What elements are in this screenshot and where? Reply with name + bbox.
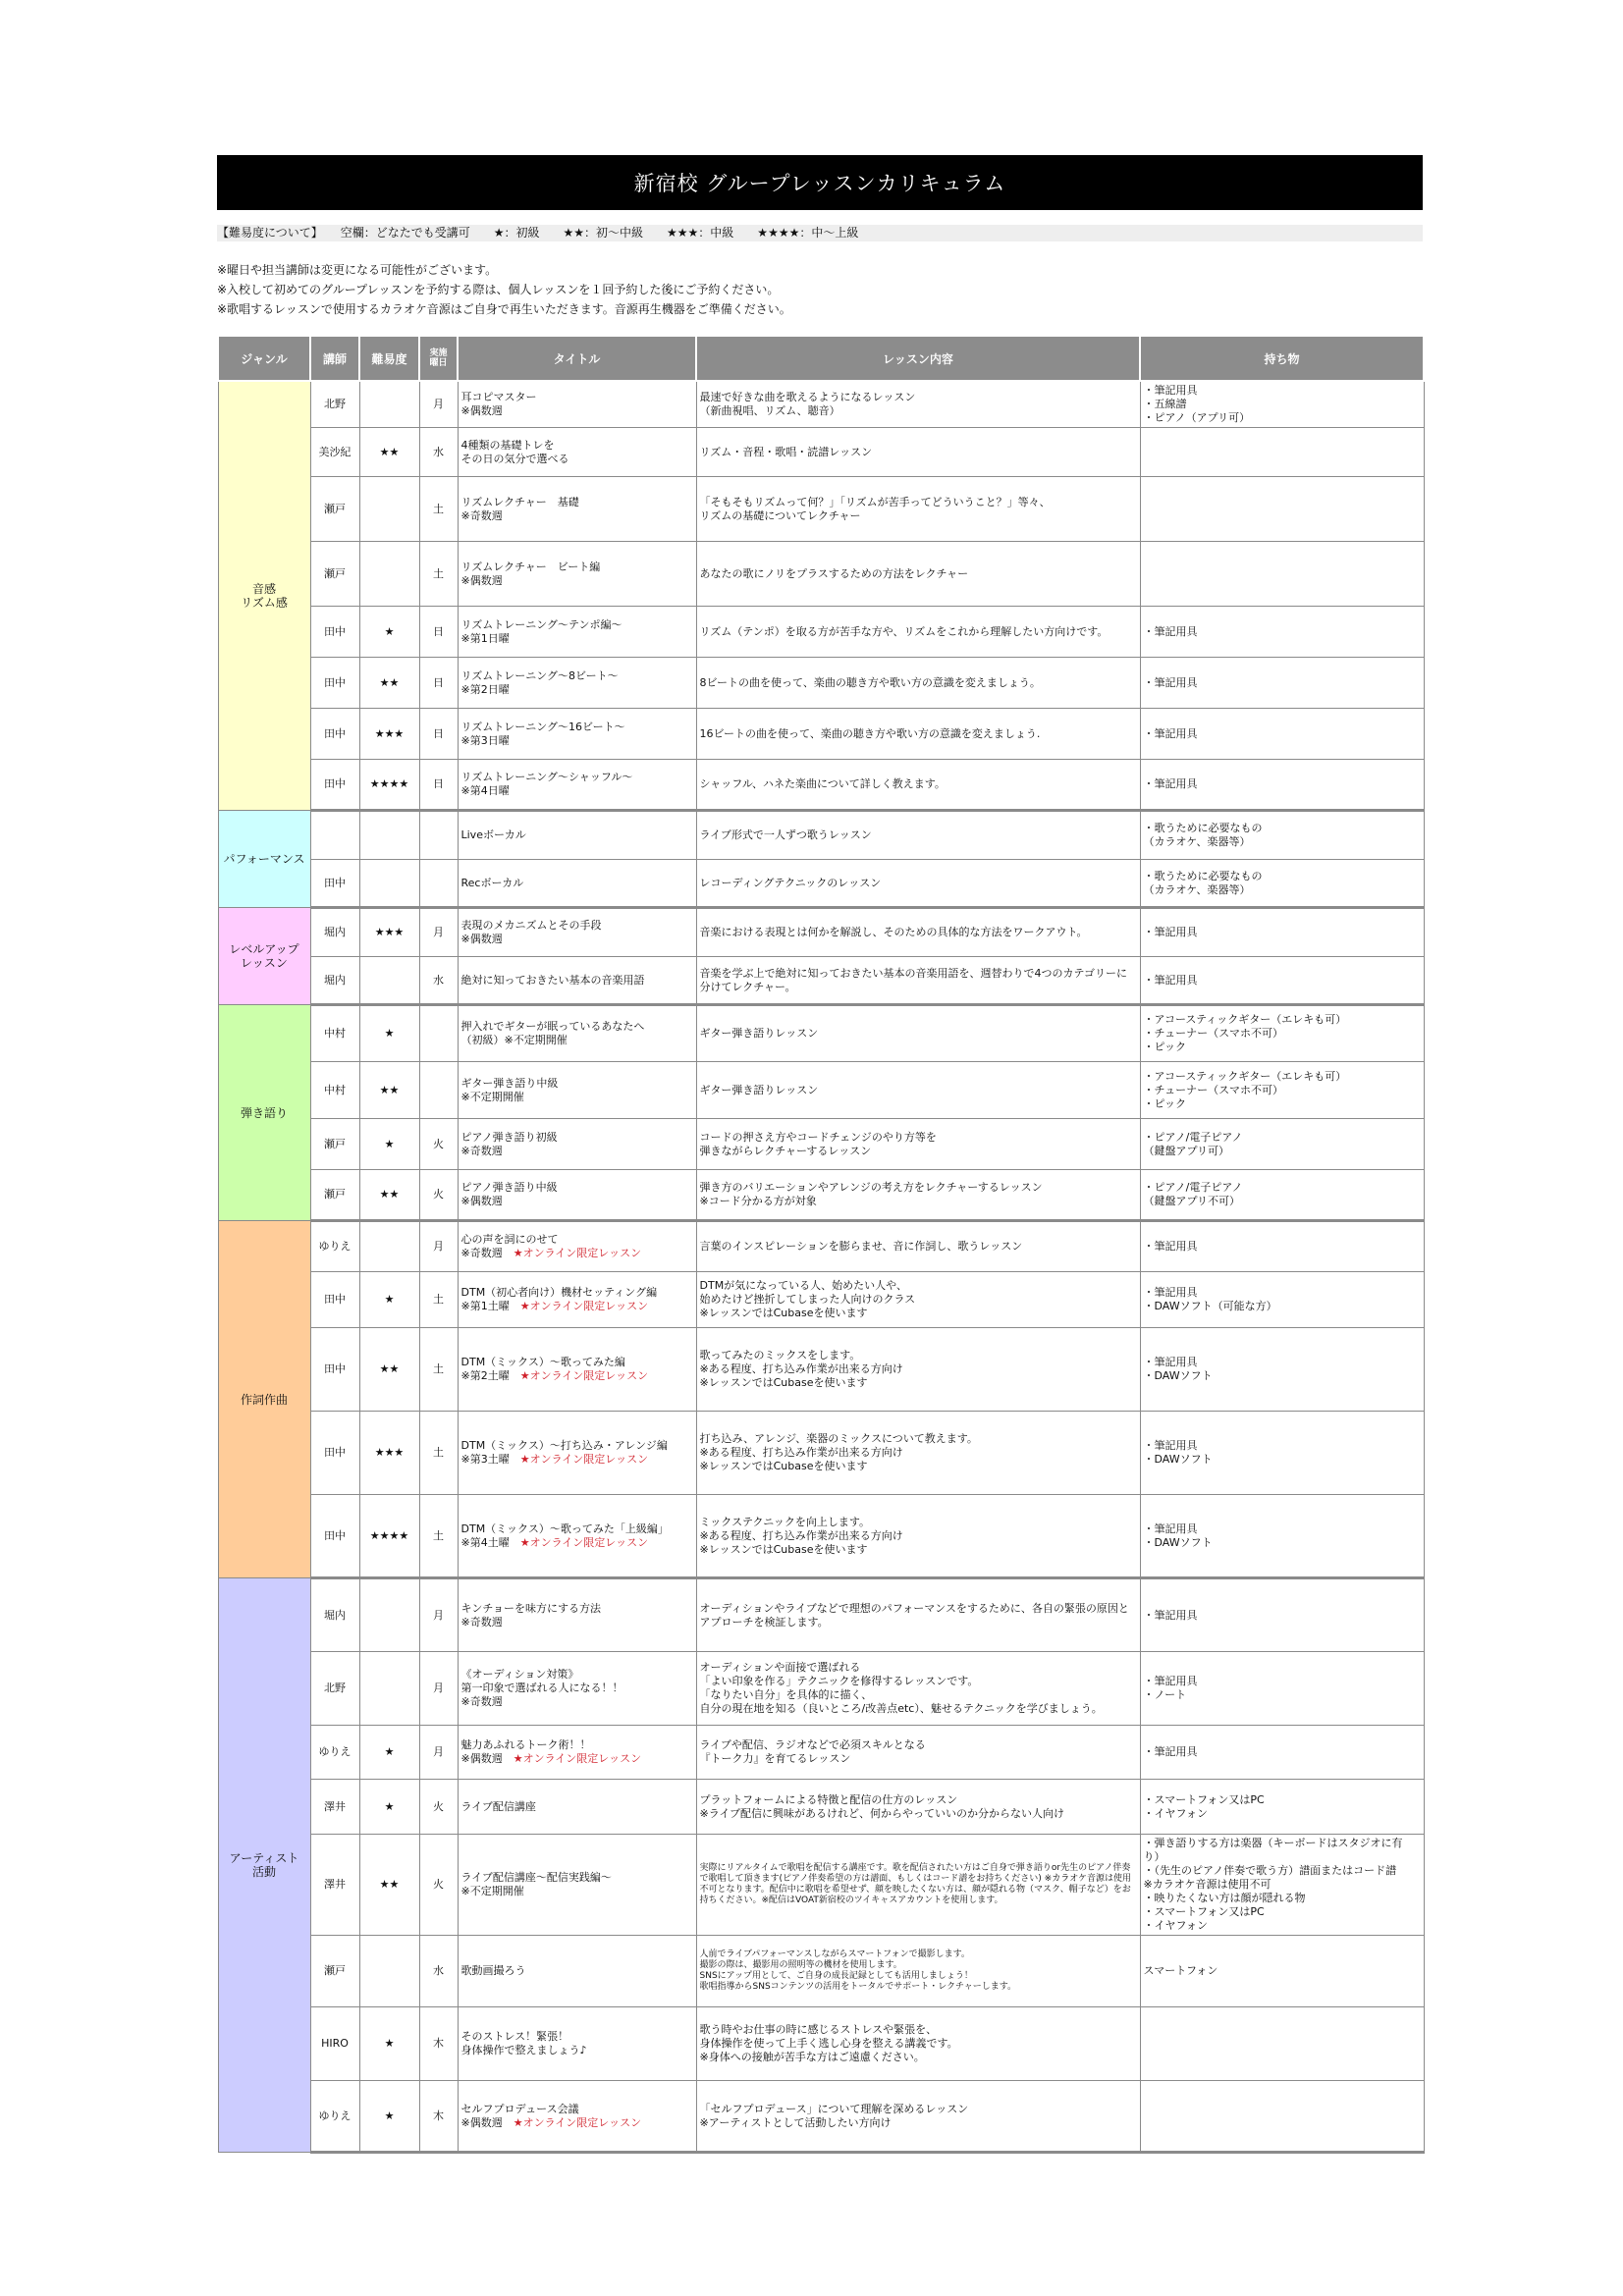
note-line: ※曜日や担当講師は変更になる可能性がございます。 (217, 263, 498, 277)
title-cell (458, 607, 696, 658)
column-header-items: 持ち物 (1140, 336, 1424, 381)
level-cell (359, 811, 419, 860)
description-cell: 実際にリアルタイムで歌唱を配信する講座です。歌を配信されたい方はご自身で弾き語りor先生のピアノ伴奏で歌唱して頂きます(ピアノ伴奏希望の方は譜面、もしくはコード譜をお持ちください) ※カラオケ音源は使用不可となります。配信中に歌唱を希望せず、顔を映したくない方は、顔が隠れる物（マスク、帽子など）をお持ちください。※配信はVOAT新宿校のツイキャスアカウントを使用します。 (696, 1835, 1140, 1936)
day-cell: 月 (419, 1221, 458, 1272)
day-cell: 火 (419, 1170, 458, 1221)
teacher-cell: 瀬戸 (310, 1170, 359, 1221)
genre-cell: 音感 リズム感 (218, 381, 310, 811)
description-cell: 「セルフプロデュース」について理解を深めるレッスン ※アーティストとして活動したい方向け (696, 2081, 1140, 2153)
title-cell (458, 760, 696, 811)
teacher-cell: HIRO (310, 2007, 359, 2081)
items-cell: ・筆記用具 ・DAWソフト (1140, 1412, 1424, 1495)
description-cell: 音楽を学ぶ上で絶対に知っておきたい基本の音楽用語を、週替わりで4つのカテゴリーに分けてレクチャー。 (696, 957, 1140, 1005)
teacher-cell: 田中 (310, 860, 359, 908)
level-cell: ★ (359, 1272, 419, 1328)
items-cell: ・筆記用具 (1140, 709, 1424, 760)
lesson-title: リズムトレーニング〜テンポ編〜 ※第1日曜 (460, 617, 622, 645)
items-cell (1140, 477, 1424, 542)
day-cell: 月 (419, 1726, 458, 1780)
day-cell: 日 (419, 658, 458, 709)
description-cell: オーディションや面接で選ばれる 「よい印象を作る」テクニックを修得するレッスンです。 「なりたい自分」を具体的に描く、 自分の現在地を知る（良いところ/改善点etc）、魅せるテクニックを学びましょう。 (696, 1652, 1140, 1726)
items-cell: ・筆記用具 (1140, 1578, 1424, 1652)
teacher-cell: ゆりえ (310, 1726, 359, 1780)
column-header-level: 難易度 (359, 336, 419, 381)
curriculum-body (218, 381, 1424, 2153)
day-cell: 火 (419, 1835, 458, 1936)
online-only-badge: ★オンライン限定レッスン (519, 1300, 649, 1312)
title-cell (458, 2081, 696, 2153)
lesson-title: DTM（ミックス）〜歌ってみた編 ※第2土曜 (460, 1356, 625, 1382)
lesson-title: 魅力あふれるトーク術！！ ※偶数週 (460, 1738, 591, 1765)
title-cell (458, 1272, 696, 1328)
day-cell: 水 (419, 957, 458, 1005)
description-cell: コードの押さえ方やコードチェンジのやり方等を 弾きながらレクチャーするレッスン (696, 1119, 1140, 1170)
table-row (218, 1652, 1424, 1726)
lesson-title: DTM（ミックス）〜歌ってみた「上級編」 ※第4土曜 (460, 1522, 669, 1549)
items-cell: ・筆記用具 ・DAWソフト (1140, 1495, 1424, 1578)
level-cell: ★★ (359, 1328, 419, 1412)
lesson-title: そのストレス！緊張！ 身体操作で整えましょう♪ (460, 2030, 587, 2056)
description-cell: 打ち込み、アレンジ、楽器のミックスについて教えます。 ※ある程度、打ち込み作業が出来る方向け ※レッスンではCubaseを使います (696, 1412, 1140, 1495)
teacher-cell: 瀬戸 (310, 477, 359, 542)
table-row (218, 542, 1424, 607)
level-cell: ★★ (359, 1835, 419, 1936)
description-cell: プラットフォームによる特徴と配信の仕方のレッスン ※ライブ配信に興味があるけれど、何からやっていいのか分からない人向け (696, 1780, 1140, 1835)
lesson-title: 耳コピマスター ※偶数週 (460, 391, 537, 417)
level-cell: ★ (359, 2081, 419, 2153)
lesson-title: 表現のメカニズムとその手段 ※偶数週 (460, 919, 602, 945)
title-cell (458, 1005, 696, 1062)
title-cell (458, 658, 696, 709)
items-cell (1140, 2007, 1424, 2081)
column-header-title: タイトル (458, 336, 696, 381)
level-cell: ★★★ (359, 1412, 419, 1495)
description-cell: ギター弾き語りレッスン (696, 1062, 1140, 1119)
day-cell (419, 1005, 458, 1062)
title-cell (458, 957, 696, 1005)
teacher-cell: 田中 (310, 760, 359, 811)
day-cell (419, 1062, 458, 1119)
items-cell: ・筆記用具 ・DAWソフト（可能な方） (1140, 1272, 1424, 1328)
genre-cell: アーティスト 活動 (218, 1578, 310, 2153)
lesson-title: リズムトレーニング〜16ビート〜 ※第3日曜 (460, 720, 625, 747)
level-cell: ★★★★ (359, 760, 419, 811)
items-cell: ・弾き語りする方は楽器（キーボードはスタジオに有り） ・（先生のピアノ伴奏で歌う方）譜面またはコード譜 ※カラオケ音源は使用不可 ・映りたくない方は顔が隠れる物 ・スマートフォン又はPC ・イヤフォン (1140, 1835, 1424, 1936)
title-cell (458, 709, 696, 760)
items-cell: ・筆記用具 (1140, 1726, 1424, 1780)
teacher-cell: 北野 (310, 381, 359, 428)
level-cell (359, 1652, 419, 1726)
title-cell (458, 1495, 696, 1578)
table-row (218, 1780, 1424, 1835)
description-cell: ライブ形式で一人ずつ歌うレッスン (696, 811, 1140, 860)
online-only-badge: ★オンライン限定レッスン (513, 2115, 642, 2129)
title-cell (458, 1835, 696, 1936)
description-cell: ライブや配信、ラジオなどで必須スキルとなる 『トーク力』を育てるレッスン (696, 1726, 1140, 1780)
teacher-cell (310, 811, 359, 860)
lesson-title: 押入れでギターが眠っているあなたへ （初級）※不定期開催 (460, 1020, 645, 1046)
lesson-title: ピアノ弾き語り初級 ※奇数週 (460, 1130, 558, 1157)
notes (217, 260, 791, 319)
table-row (218, 709, 1424, 760)
table-row (218, 1578, 1424, 1652)
items-cell: ・歌うために必要なもの （カラオケ、楽器等） (1140, 811, 1424, 860)
lesson-title: リズムトレーニング〜8ビート〜 ※第2日曜 (460, 668, 619, 696)
description-cell: 言葉のインスピレーションを膨らませ、音に作詞し、歌うレッスン (696, 1221, 1140, 1272)
items-cell (1140, 542, 1424, 607)
teacher-cell: 中村 (310, 1005, 359, 1062)
description-cell: DTMが気になっている人、始めたい人や、 始めたけど挫折してしまった人向けのクラス ※レッスンではCubaseを使います (696, 1272, 1140, 1328)
day-cell: 土 (419, 1272, 458, 1328)
table-row (218, 381, 1424, 428)
title-cell (458, 1328, 696, 1412)
teacher-cell: 田中 (310, 1412, 359, 1495)
items-cell: ・筆記用具 (1140, 658, 1424, 709)
day-cell: 日 (419, 607, 458, 658)
table-row (218, 811, 1424, 860)
curriculum-table (217, 335, 1425, 2154)
day-cell: 月 (419, 908, 458, 957)
table-row (218, 1835, 1424, 1936)
teacher-cell: ゆりえ (310, 2081, 359, 2153)
title-cell (458, 908, 696, 957)
lesson-title: 歌動画撮ろう (460, 1964, 526, 1977)
table-row (218, 1412, 1424, 1495)
items-cell (1140, 2081, 1424, 2153)
lesson-title: キンチョーを味方にする方法 ※奇数週 (460, 1601, 602, 1629)
table-row (218, 1726, 1424, 1780)
title-cell (458, 477, 696, 542)
table-row (218, 658, 1424, 709)
description-cell: オーディションやライブなどで理想のパフォーマンスをするために、各自の緊張の原因とアプローチを検証します。 (696, 1578, 1140, 1652)
lesson-title: DTM（ミックス）〜打ち込み・アレンジ編 ※第3土曜 (460, 1439, 668, 1466)
lesson-title: リズムレクチャー 基礎 ※奇数週 (460, 495, 579, 522)
description-cell: 「そもそもリズムって何？」「リズムが苦手ってどういうこと？」等々、 リズムの基礎についてレクチャー (696, 477, 1140, 542)
level-cell (359, 477, 419, 542)
table-row (218, 760, 1424, 811)
table-row (218, 1062, 1424, 1119)
items-cell: ・筆記用具 ・DAWソフト (1140, 1328, 1424, 1412)
table-row (218, 957, 1424, 1005)
table-row (218, 1272, 1424, 1328)
items-cell: ・筆記用具 (1140, 908, 1424, 957)
teacher-cell: 瀬戸 (310, 542, 359, 607)
level-cell: ★ (359, 607, 419, 658)
teacher-cell: 澤井 (310, 1780, 359, 1835)
level-cell: ★ (359, 2007, 419, 2081)
items-cell: ・筆記用具 (1140, 607, 1424, 658)
teacher-cell: 堀内 (310, 1578, 359, 1652)
online-only-badge: ★オンライン限定レッスン (513, 1247, 642, 1259)
items-cell: スマートフォン (1140, 1936, 1424, 2007)
items-cell: ・アコースティックギター（エレキも可） ・チューナー（スマホ不可） ・ピック (1140, 1062, 1424, 1119)
level-cell (359, 1936, 419, 2007)
table-row (218, 1119, 1424, 1170)
lesson-title: 《オーディション対策》 第一印象で選ばれる人になる！！ ※奇数週 (460, 1668, 623, 1708)
level-cell (359, 1221, 419, 1272)
lesson-title: Recボーカル (460, 876, 524, 889)
day-cell: 土 (419, 1495, 458, 1578)
table-row (218, 1005, 1424, 1062)
level-cell: ★★ (359, 1062, 419, 1119)
genre-cell: レベルアップ レッスン (218, 908, 310, 1005)
title-cell (458, 1062, 696, 1119)
lesson-title: リズムトレーニング〜シャッフル〜 ※第4日曜 (460, 771, 633, 797)
items-cell: ・筆記用具 (1140, 1221, 1424, 1272)
description-cell: 8ビートの曲を使って、楽曲の聴き方や歌い方の意識を変えましょう。 (696, 658, 1140, 709)
note-line: ※歌唱するレッスンで使用するカラオケ音源はご自身で再生いただきます。音源再生機器をご準備ください。 (217, 302, 791, 316)
description-cell: 最速で好きな曲を歌えるようになるレッスン （新曲視唱、リズム、聴音） (696, 381, 1140, 428)
title-cell (458, 1119, 696, 1170)
table-header-row (218, 336, 1424, 381)
day-cell (419, 860, 458, 908)
level-cell: ★ (359, 1005, 419, 1062)
level-cell: ★★★★ (359, 1495, 419, 1578)
title-cell (458, 428, 696, 477)
level-cell: ★★ (359, 1170, 419, 1221)
lesson-title: セルフプロデュース会議 ※偶数週 (460, 2102, 579, 2129)
level-cell: ★★ (359, 428, 419, 477)
level-cell: ★★ (359, 658, 419, 709)
level-cell: ★ (359, 1119, 419, 1170)
description-cell: ミックステクニックを向上します。 ※ある程度、打ち込み作業が出来る方向け ※レッスンではCubaseを使います (696, 1495, 1140, 1578)
title-cell (458, 1170, 696, 1221)
lesson-title: ギター弾き語り中級 ※不定期開催 (460, 1076, 559, 1103)
day-cell: 土 (419, 542, 458, 607)
teacher-cell: 堀内 (310, 957, 359, 1005)
teacher-cell: 田中 (310, 658, 359, 709)
column-header-genre: ジャンル (218, 336, 310, 381)
description-cell: 16ビートの曲を使って、楽曲の聴き方や歌い方の意識を変えましょう. (696, 709, 1140, 760)
items-cell: ・筆記用具 ・ノート (1140, 1652, 1424, 1726)
day-cell: 木 (419, 2007, 458, 2081)
description-cell: 歌う時やお仕事の時に感じるストレスや緊張を、 身体操作を使って上手く逃し心身を整える講義です。 ※身体への接触が苦手な方はご遠慮ください。 (696, 2007, 1140, 2081)
lesson-title: 4種類の基礎トレを その日の気分で選べる (460, 438, 569, 465)
items-cell: ・筆記用具 ・五線譜 ・ピアノ（アプリ可） (1140, 381, 1424, 428)
description-cell: 弾き方のバリエーションやアレンジの考え方をレクチャーするレッスン ※コード分かる方が対象 (696, 1170, 1140, 1221)
title-cell (458, 542, 696, 607)
day-cell: 月 (419, 381, 458, 428)
note-line: ※入校して初めてのグループレッスンを予約する際は、個人レッスンを１回予約した後にご予約ください。 (217, 283, 780, 296)
description-cell: あなたの歌にノリをプラスするための方法をレクチャー (696, 542, 1140, 607)
day-cell: 水 (419, 1936, 458, 2007)
lesson-title: Liveボーカル (460, 828, 526, 841)
lesson-title: ピアノ弾き語り中級 ※偶数週 (460, 1181, 558, 1207)
teacher-cell: 美沙紀 (310, 428, 359, 477)
level-cell (359, 381, 419, 428)
lesson-title: リズムレクチャー ビート編 ※偶数週 (460, 560, 601, 587)
table-row (218, 1495, 1424, 1578)
teacher-cell: 田中 (310, 607, 359, 658)
description-cell: シャッフル、ハネた楽曲について詳しく教えます。 (696, 760, 1140, 811)
online-only-badge: ★オンライン限定レッスン (519, 1535, 649, 1549)
difficulty-legend: 【難易度について】 空欄：どなたでも受講可 ★：初級 ★★：初〜中級 ★★★：中級 ★★★★：中〜上級 (217, 225, 1423, 241)
description-cell: 音楽における表現とは何かを解説し、そのための具体的な方法をワークアウト。 (696, 908, 1140, 957)
column-header-desc: レッスン内容 (696, 336, 1140, 381)
table-row (218, 2007, 1424, 2081)
day-cell: 土 (419, 1328, 458, 1412)
day-cell: 火 (419, 1119, 458, 1170)
title-cell (458, 1652, 696, 1726)
teacher-cell: 田中 (310, 1328, 359, 1412)
day-cell: 土 (419, 477, 458, 542)
title-cell (458, 2007, 696, 2081)
title-cell (458, 1578, 696, 1652)
teacher-cell: 中村 (310, 1062, 359, 1119)
description-cell: レコーディングテクニックのレッスン (696, 860, 1140, 908)
description-cell: ギター弾き語りレッスン (696, 1005, 1140, 1062)
table-row (218, 1170, 1424, 1221)
level-cell: ★ (359, 1726, 419, 1780)
teacher-cell: 瀬戸 (310, 1119, 359, 1170)
level-cell (359, 1578, 419, 1652)
online-only-badge: ★オンライン限定レッスン (519, 1369, 649, 1382)
title-cell (458, 1221, 696, 1272)
items-cell (1140, 428, 1424, 477)
items-cell: ・ピアノ/電子ピアノ （鍵盤アプリ可） (1140, 1119, 1424, 1170)
teacher-cell: 田中 (310, 709, 359, 760)
description-cell: 人前でライブパフォーマンスしながらスマートフォンで撮影します。 撮影の際は、撮影用の照明等の機材を使用します。 SNSにアップ用として、ご自身の成長記録としても活用しましょう！ 歌唱指導からSNSコンテンツの活用をトータルでサポート・レクチャーします。 (696, 1936, 1140, 2007)
title-cell (458, 860, 696, 908)
day-cell: 月 (419, 1578, 458, 1652)
lesson-title: DTM（初心者向け）機材セッティング編 ※第1土曜 (460, 1286, 658, 1312)
column-header-day: 実施 曜日 (419, 336, 458, 381)
description-cell: 歌ってみたのミックスをします。 ※ある程度、打ち込み作業が出来る方向け ※レッスンではCubaseを使います (696, 1328, 1140, 1412)
teacher-cell: ゆりえ (310, 1221, 359, 1272)
day-cell: 日 (419, 709, 458, 760)
table-row (218, 860, 1424, 908)
title-cell (458, 1780, 696, 1835)
page-title: 新宿校 グループレッスンカリキュラム (217, 155, 1423, 210)
level-cell (359, 957, 419, 1005)
level-cell (359, 860, 419, 908)
day-cell: 土 (419, 1412, 458, 1495)
column-header-teacher: 講師 (310, 336, 359, 381)
online-only-badge: ★オンライン限定レッスン (513, 1752, 642, 1765)
items-cell: ・アコースティックギター（エレキも可） ・チューナー（スマホ不可） ・ピック (1140, 1005, 1424, 1062)
lesson-title: 心の声を詞にのせて ※奇数週 (460, 1233, 559, 1259)
items-cell: ・筆記用具 (1140, 957, 1424, 1005)
title-cell (458, 1936, 696, 2007)
teacher-cell: 瀬戸 (310, 1936, 359, 2007)
title-cell (458, 1726, 696, 1780)
day-cell: 木 (419, 2081, 458, 2153)
title-cell (458, 381, 696, 428)
teacher-cell: 田中 (310, 1272, 359, 1328)
table-row (218, 1221, 1424, 1272)
title-cell (458, 1412, 696, 1495)
level-cell (359, 542, 419, 607)
lesson-title: ライブ配信講座 (460, 1799, 536, 1813)
items-cell: ・歌うために必要なもの （カラオケ、楽器等） (1140, 860, 1424, 908)
level-cell: ★★★ (359, 908, 419, 957)
level-cell: ★ (359, 1780, 419, 1835)
table-row (218, 428, 1424, 477)
online-only-badge: ★オンライン限定レッスン (519, 1453, 649, 1466)
day-cell: 日 (419, 760, 458, 811)
table-row (218, 908, 1424, 957)
items-cell: ・筆記用具 (1140, 760, 1424, 811)
description-cell: リズム（テンポ）を取る方が苦手な方や、リズムをこれから理解したい方向けです。 (696, 607, 1140, 658)
level-cell: ★★★ (359, 709, 419, 760)
genre-cell: パフォーマンス (218, 811, 310, 908)
table-row (218, 607, 1424, 658)
teacher-cell: 北野 (310, 1652, 359, 1726)
genre-cell: 弾き語り (218, 1005, 310, 1221)
teacher-cell: 澤井 (310, 1835, 359, 1936)
lesson-title: 絶対に知っておきたい基本の音楽用語 (460, 973, 645, 987)
table-row (218, 2081, 1424, 2153)
table-row (218, 477, 1424, 542)
description-cell: リズム・音程・歌唱・読譜レッスン (696, 428, 1140, 477)
day-cell: 月 (419, 1652, 458, 1726)
lesson-title: ライブ配信講座〜配信実践編〜 ※不定期開催 (460, 1871, 612, 1897)
items-cell: ・ピアノ/電子ピアノ （鍵盤アプリ不可） (1140, 1170, 1424, 1221)
items-cell: ・スマートフォン又はPC ・イヤフォン (1140, 1780, 1424, 1835)
table-row (218, 1936, 1424, 2007)
title-cell (458, 811, 696, 860)
day-cell: 水 (419, 428, 458, 477)
genre-cell: 作詞作曲 (218, 1221, 310, 1578)
table-row (218, 1328, 1424, 1412)
teacher-cell: 田中 (310, 1495, 359, 1578)
day-cell (419, 811, 458, 860)
day-cell: 火 (419, 1780, 458, 1835)
teacher-cell: 堀内 (310, 908, 359, 957)
